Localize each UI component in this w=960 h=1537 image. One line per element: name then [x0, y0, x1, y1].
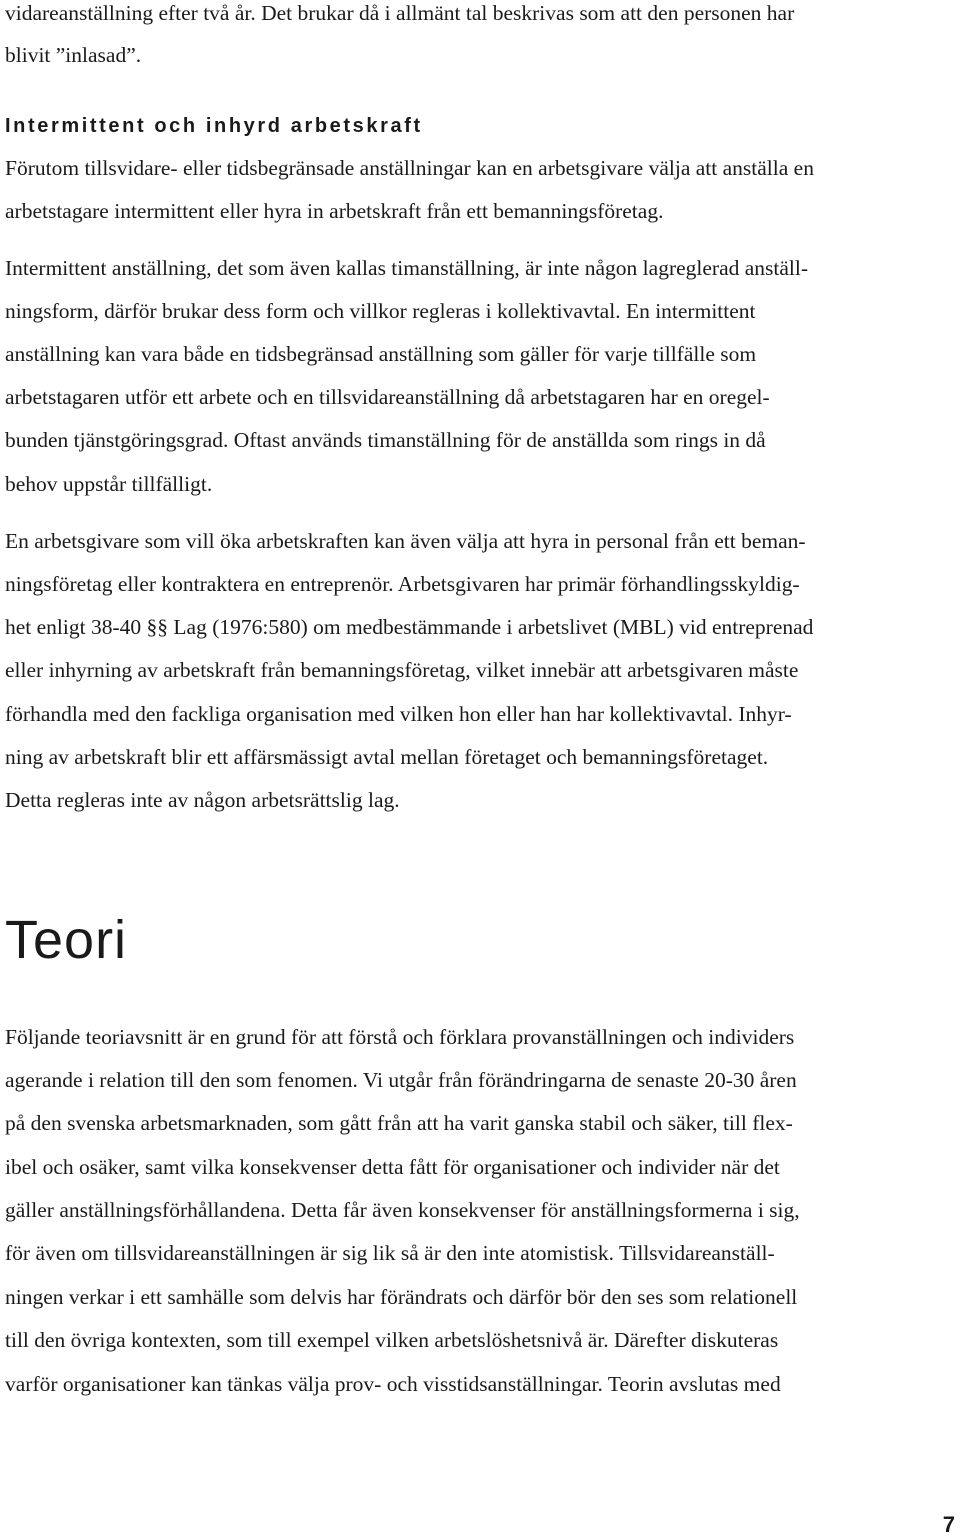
body-text-line: ning av arbetskraft blir ett affärsmässigt avtal mellan företaget och bemanningsföretaget. [5, 745, 769, 769]
body-text-line: Intermittent anställning, det som även kallas timanställning, är inte någon lagreglerad anställ- [5, 256, 809, 280]
body-text-line: anställning kan vara både en tidsbegränsad anställning som gäller för varje tillfälle som [5, 342, 757, 366]
body-text-line: Detta regleras inte av någon arbetsrättslig lag. [5, 788, 400, 812]
body-text-line: ningen verkar i ett samhälle som delvis har förändrats och därför bör den ses som relationell [5, 1285, 798, 1309]
body-text-line: blivit ”inlasad”. [5, 43, 142, 67]
page-number: 7 [942, 1512, 955, 1537]
body-text-line: vidareanställning efter två år. Det brukar då i allmänt tal beskrivas som att den personen har [5, 1, 795, 25]
body-text-line: gäller anställningsförhållandena. Detta får även konsekvenser för anställningsformerna i sig, [5, 1198, 800, 1222]
body-text-line: arbetstagaren utför ett arbete och en tillsvidareanställning då arbetstagaren har en oregel- [5, 385, 770, 409]
body-text-line: agerande i relation till den som fenomen. Vi utgår från förändringarna de senaste 20-30 åren [5, 1068, 797, 1092]
body-text-line: het enligt 38-40 §§ Lag (1976:580) om medbestämmande i arbetslivet (MBL) vid entreprenad [5, 615, 814, 639]
body-text-line: bunden tjänstgöringsgrad. Oftast används timanställning för de anställda som rings in då [5, 428, 766, 452]
chapter-heading: Teori [5, 910, 128, 970]
body-text-line: ibel och osäker, samt vilka konsekvenser detta fått för organisationer och individer när det [5, 1155, 780, 1179]
body-text-line: för även om tillsvidareanställningen är sig lik så är den inte atomistisk. Tillsvidareanställ- [5, 1241, 775, 1265]
body-text-line: förhandla med den fackliga organisation med vilken hon eller han har kollektivavtal. Inhyr- [5, 702, 792, 726]
body-text-line: varför organisationer kan tänkas välja prov- och visstidsanställningar. Teorin avslutas med [5, 1372, 781, 1396]
body-text-line: ningsföretag eller kontraktera en entreprenör. Arbetsgivaren har primär förhandlingsskyldig- [5, 572, 800, 596]
body-text-line: Förutom tillsvidare- eller tidsbegränsade anställningar kan en arbetsgivare välja att anställa en [5, 156, 814, 180]
body-text-line: på den svenska arbetsmarknaden, som gått från att ha varit ganska stabil och säker, till flex- [5, 1111, 793, 1135]
body-text-line: Följande teoriavsnitt är en grund för att förstå och förklara provanställningen och individers [5, 1025, 795, 1049]
body-text-line: behov uppstår tillfälligt. [5, 472, 213, 496]
body-text-line: arbetstagare intermittent eller hyra in arbetskraft från ett bemanningsföretag. [5, 199, 664, 223]
section-heading: Intermittent och inhyrd arbetskraft [5, 115, 423, 137]
body-text-line: till den övriga kontexten, som till exempel vilken arbetslöshetsnivå är. Därefter diskuteras [5, 1328, 779, 1352]
body-text-line: ningsform, därför brukar dess form och villkor regleras i kollektivavtal. En intermittent [5, 299, 756, 323]
body-text-line: En arbetsgivare som vill öka arbetskraften kan även välja att hyra in personal från ett beman- [5, 529, 806, 553]
body-text-line: eller inhyrning av arbetskraft från bemanningsföretag, vilket innebär att arbetsgivaren måste [5, 658, 799, 682]
